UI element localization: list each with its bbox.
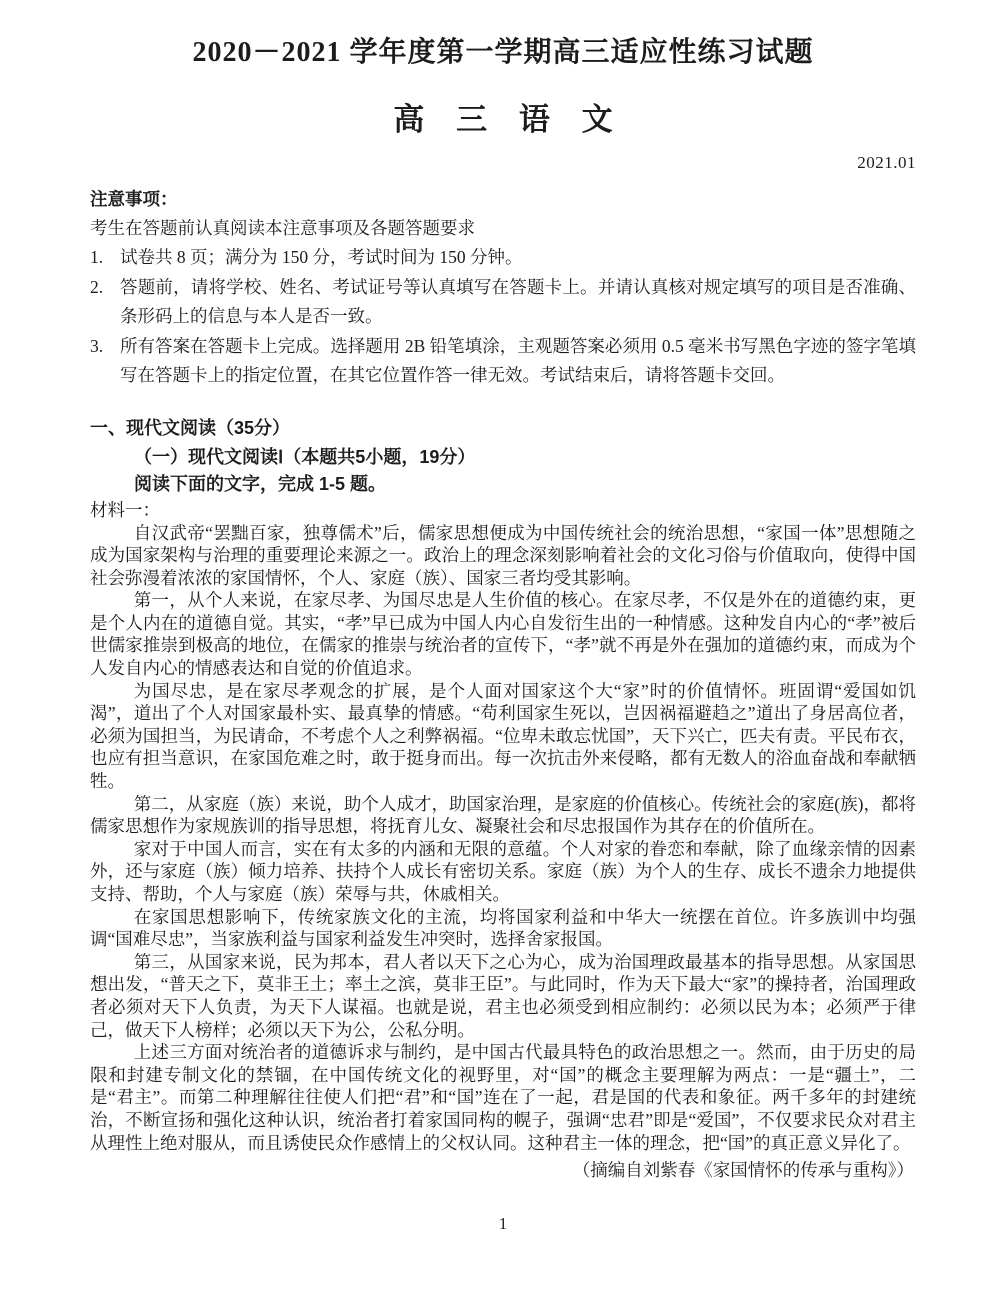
notice-item-text: 答题前，请将学校、姓名、考试证号等认真填写在答题卡上。并请认真核对规定填写的项目是否准确、条形码上的信息与本人是否一致。 (120, 276, 916, 326)
reading-section (90, 415, 916, 1183)
page-header (90, 30, 916, 173)
notice-section (90, 185, 916, 391)
subsection-heading: （一）现代文阅读Ⅰ（本题共5小题，19分） (134, 446, 476, 467)
notice-item (90, 332, 916, 391)
notice-item-number: 2. (90, 276, 104, 297)
notice-item-number: 3. (90, 335, 104, 356)
material-paragraph: 第三，从国家来说，民为邦本，君人者以天下之心为心，成为治国理政最基本的指导思想。从家国思想出发，“普天之下，莫非王土；率土之滨，莫非王臣”。与此同时，作为天下最大“家”的操持者，治国理政者必须对天下人负责，为天下人谋福。也就是说，君主也必须受到相应制约：必须以民为本；必须严于律己，做天下人榜样；必须以天下为公，公私分明。 (90, 951, 916, 1040)
material-paragraph: 第二，从家庭（族）来说，助个人成才，助国家治理，是家庭的价值核心。传统社会的家庭(族)，都将儒家思想作为家规族训的指导思想，将抚育儿女、凝聚社会和尽忠报国作为其存在的价值所在。 (90, 793, 916, 837)
notice-item-text: 所有答案在答题卡上完成。选择题用 2B 铅笔填涂，主观题答案必须用 0.5 毫米书写黑色字迹的签字笔填写在答题卡上的指定位置，在其它位置作答一律无效。考试结束后，请将答题卡交回。 (120, 335, 916, 385)
material-paragraph: 第一，从个人来说，在家尽孝、为国尽忠是人生价值的核心。在家尽孝，不仅是外在的道德约束，更是个人内在的道德自觉。其实，“孝”早已成为中国人内心自发衍生出的一种情感。这种发自内心的“孝”被后世儒家推崇到极高的地位，在儒家的推崇与统治者的宣传下，“孝”就不再是外在强加的道德约束，而成为个人发自内心的情感表达和自觉的价值追求。 (90, 590, 916, 679)
page-number: 1 (498, 1214, 508, 1234)
notice-heading: 注意事项： (90, 189, 178, 209)
section-heading: 一、现代文阅读（35分） (90, 417, 291, 438)
material-paragraph: 在家国思想影响下，传统家族文化的主流，均将国家利益和中华大一统摆在首位。许多族训中均强调“国难尽忠”，当家族利益与国家利益发生冲突时，选择舍家报国。 (90, 906, 916, 950)
material-label: 材料一： (90, 499, 160, 520)
notice-item-text: 试卷共 8 页；满分为 150 分，考试时间为 150 分钟。 (120, 247, 523, 267)
subject-title: 高 三 语 文 (393, 102, 625, 137)
notice-intro: 考生在答题前认真阅读本注意事项及各题答题要求 (90, 218, 475, 238)
material-paragraph: 家对于中国人而言，实在有太多的内涵和无限的意蕴。个人对家的眷恋和奉献，除了血缘亲情的因素外，还与家庭（族）倾力培养、扶持个人成长有密切关系。家庭（族）为个人的生存、成长不遗余力地提供支持、帮助，个人与家庭（族）荣辱与共，休戚相关。 (90, 838, 916, 904)
material-paragraph: 为国尽忠，是在家尽孝观念的扩展，是个人面对国家这个大“家”时的价值情怀。班固谓“爱国如饥渴”，道出了个人对国家最朴实、最真挚的情感。“苟利国家生死以，岂因祸福避趋之”道出了身居高位者，必须为国担当，为民请命，不考虑个人之利弊祸福。“位卑未敢忘忧国”，天下兴亡，匹夫有责。平民布衣，也应有担当意识，在家国危难之时，敢于挺身而出。每一次抗击外来侵略，都有无数人的浴血奋战和奉献牺牲。 (90, 680, 916, 792)
page-footer (90, 1214, 916, 1234)
notice-item (90, 243, 916, 273)
source-attribution: （摘编自刘紫春《家国情怀的传承与重构》） (572, 1160, 914, 1181)
exam-title: 2020－2021 学年度第一学期高三适应性练习试题 (192, 37, 814, 68)
notice-item (90, 273, 916, 332)
material-paragraph: 自汉武帝“罢黜百家，独尊儒术”后，儒家思想便成为中国传统社会的统治思想，“家国一体”思想随之成为国家架构与治理的重要理论来源之一。政治上的理念深刻影响着社会的文化习俗与价值取向，使得中国社会弥漫着浓浓的家国情怀，个人、家庭（族）、国家三者均受其影响。 (90, 522, 916, 588)
exam-date: 2021.01 (857, 153, 916, 172)
material-paragraph: 上述三方面对统治者的道德诉求与制约，是中国古代最具特色的政治思想之一。然而，由于历史的局限和封建专制文化的禁锢，在中国传统文化的视野里，对“国”的概念主要理解为两点：一是“疆土”，二是“君主”。而第二种理解往往使人们把“君”和“国”连在了一起，君是国的代表和象征。两千多年的封建统治，不断宣扬和强化这种认识，统治者打着家国同构的幌子，强调“忠君”即是“爱国”，不仅要求民众对君主从理性上绝对服从，而且诱使民众作感情上的父权认同。这种君主一体的理念，把“国”的真正意义异化了。 (90, 1042, 916, 1153)
reading-instruction: 阅读下面的文字，完成 1-5 题。 (134, 473, 387, 494)
notice-item-number: 1. (90, 247, 104, 267)
